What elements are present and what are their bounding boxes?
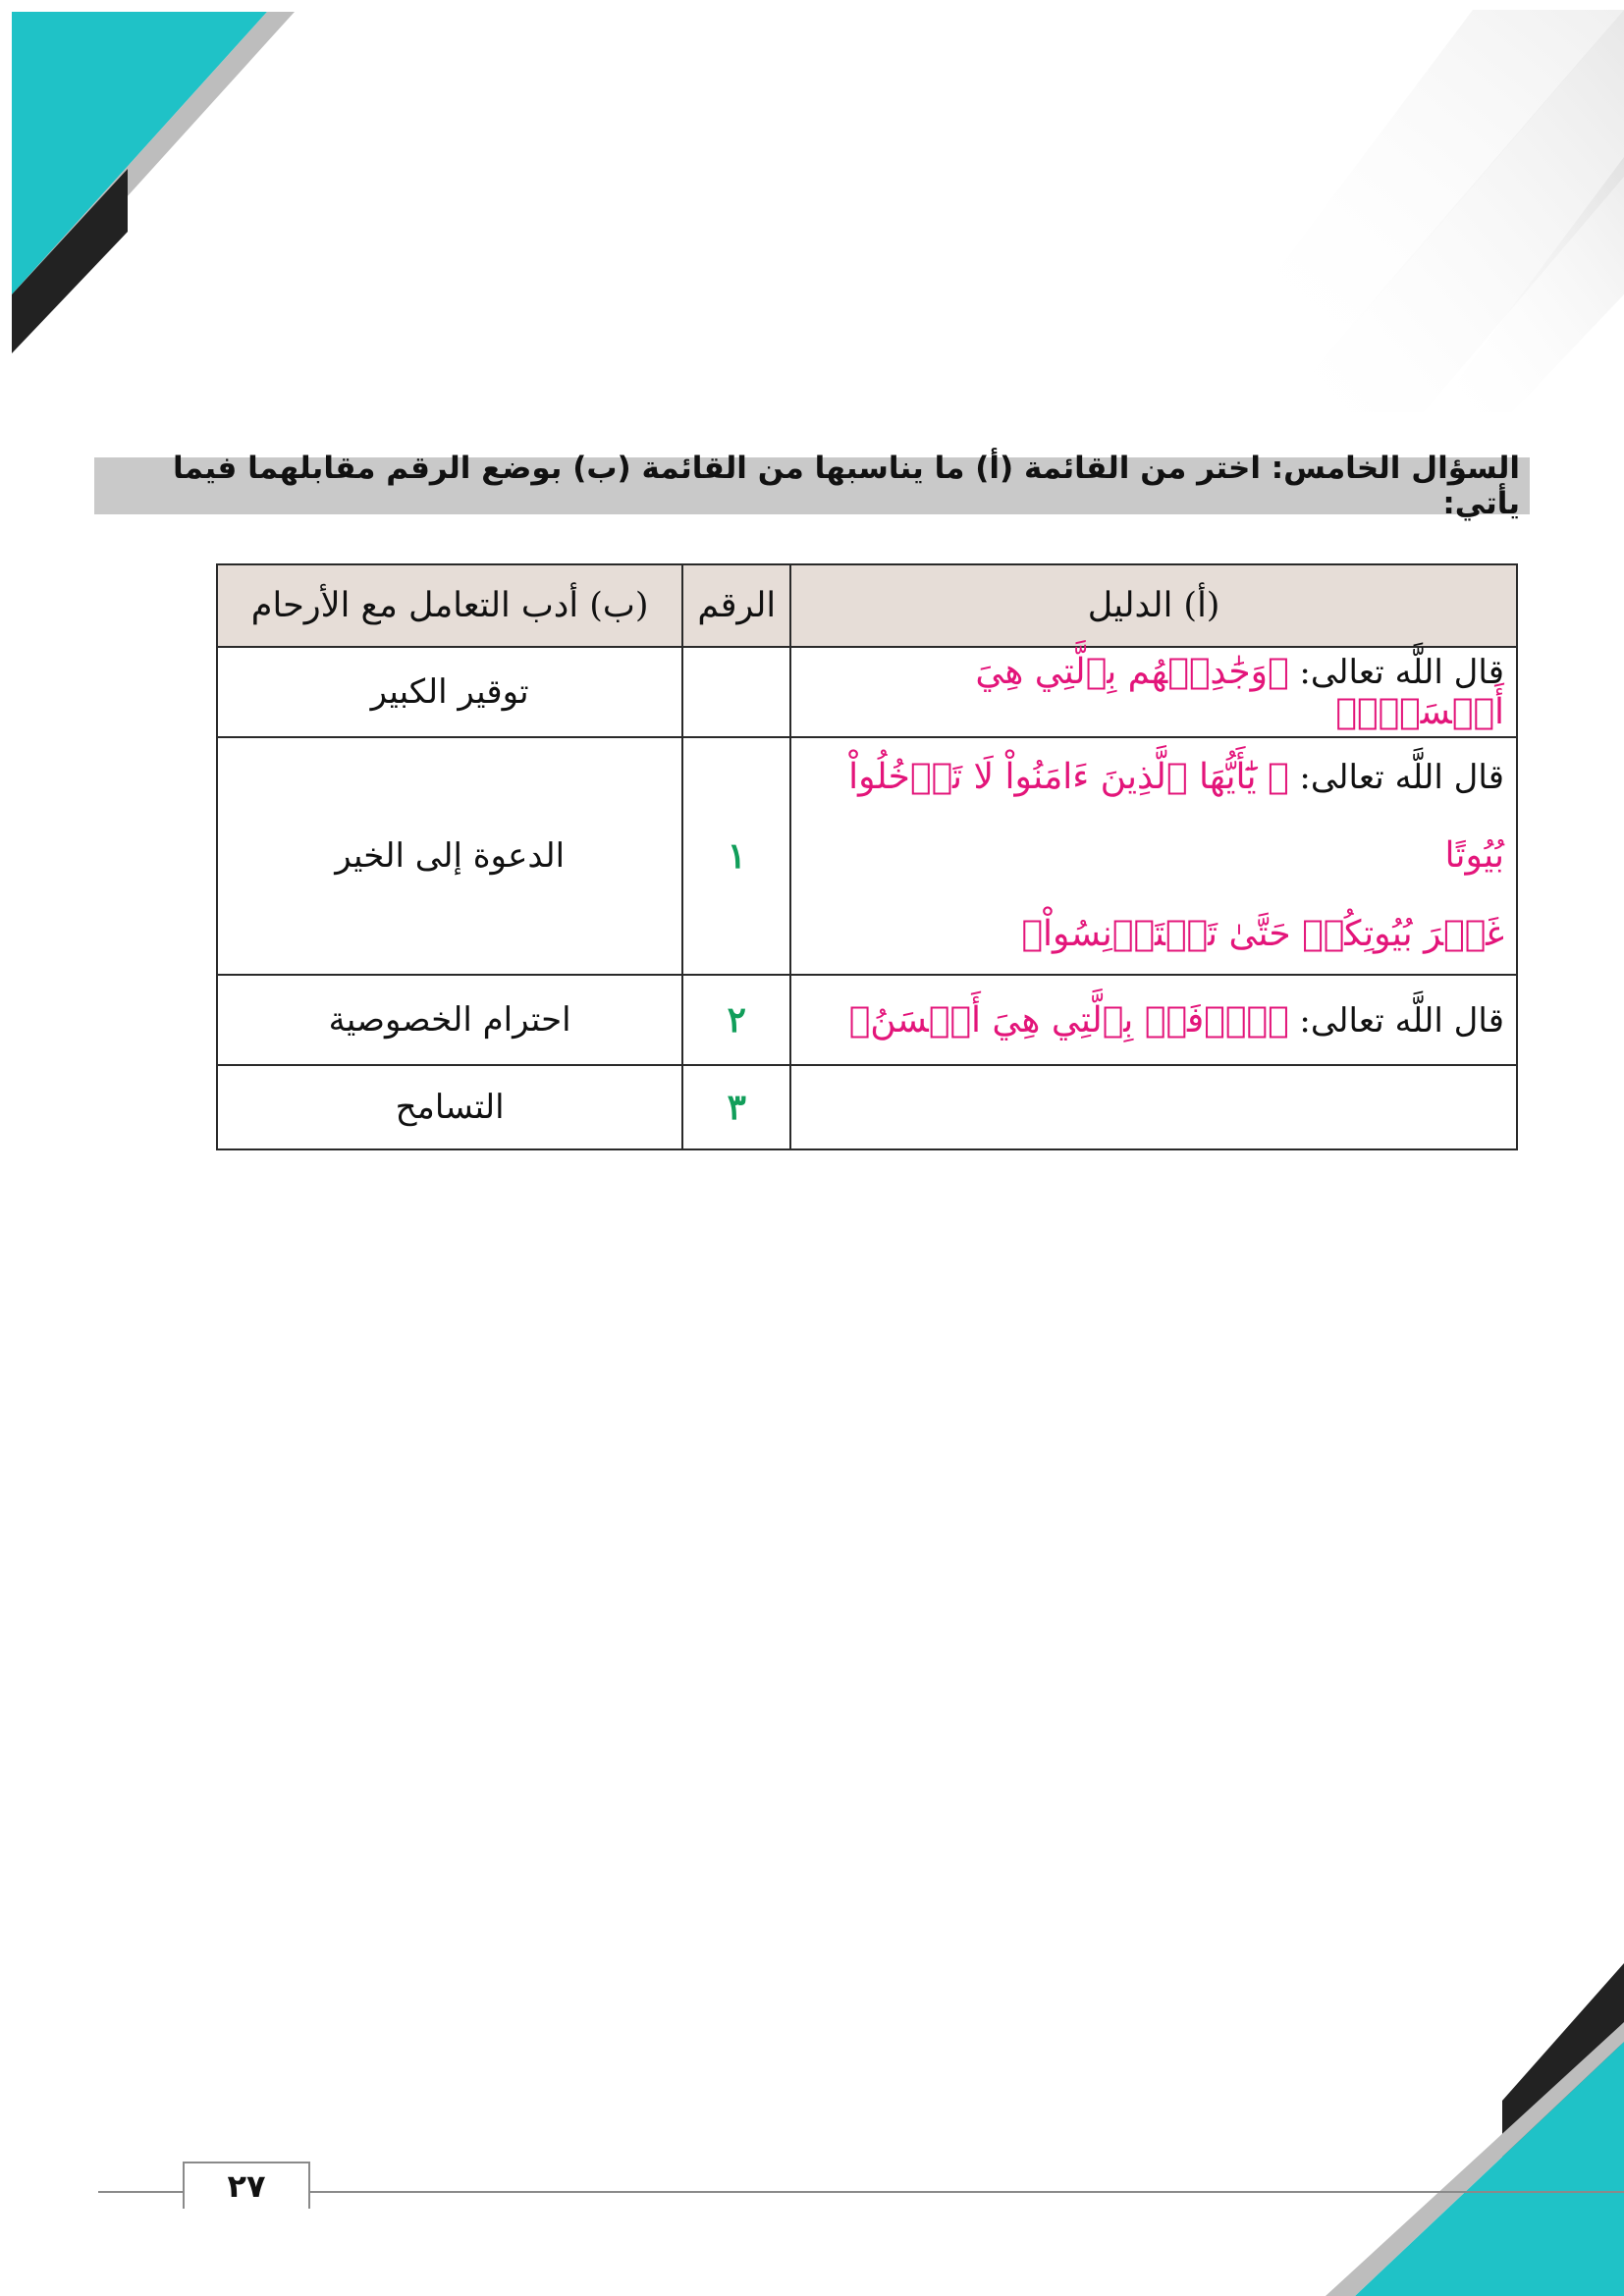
evidence-prefix: قال اللَّه تعالى: — [1299, 653, 1504, 692]
top-left-corner-decoration — [12, 12, 295, 353]
table-row — [217, 647, 1517, 737]
evidence-cell — [790, 737, 1517, 975]
matching-table — [216, 563, 1518, 1150]
evidence-prefix: قال اللَّه تعالى: — [1299, 758, 1504, 797]
number-cell[interactable] — [682, 647, 790, 737]
page-number-text: ٢٧ — [227, 2167, 266, 2205]
table-row — [217, 1065, 1517, 1149]
header-etiquette: (ب) أدب التعامل مع الأرحام — [217, 564, 682, 647]
evidence-prefix: قال اللَّه تعالى: — [1299, 1000, 1504, 1041]
number-cell[interactable]: ٣ — [682, 1065, 790, 1149]
number-cell[interactable]: ١ — [682, 737, 790, 975]
page-number — [183, 2162, 310, 2209]
evidence-cell — [790, 975, 1517, 1065]
question-text: السؤال الخامس: اختر من القائمة (أ) ما يناسبها من القائمة (ب) بوضع الرقم مقابلهما فيما يأتي: — [172, 451, 1520, 521]
verse-text: ﴿وَجَٰدِلۡهُم بِٱلَّتِي هِيَ أَحۡسَنُۚ﴾ — [975, 652, 1504, 732]
bottom-right-corner-decoration — [1326, 1963, 1624, 2296]
top-right-grey-stripes — [1237, 10, 1624, 412]
verse-text: ﴿ٱدۡفَعۡ بِٱلَّتِي هِيَ أَحۡسَنُ﴾ — [848, 999, 1289, 1041]
etiquette-cell: احترام الخصوصية — [217, 975, 682, 1065]
table-header-row — [217, 564, 1517, 647]
table-row — [217, 975, 1517, 1065]
evidence-cell-empty[interactable] — [790, 1065, 1517, 1149]
header-number: الرقم — [682, 564, 790, 647]
etiquette-cell: التسامح — [217, 1065, 682, 1149]
etiquette-cell: الدعوة إلى الخير — [217, 737, 682, 975]
evidence-cell — [790, 647, 1517, 737]
verse-text-line-1: ﴿ يَٰٓأَيُّهَا ٱلَّذِينَ ءَامَنُواْ لَا تَدۡخُلُواْ بُيُوتًا — [848, 757, 1504, 876]
etiquette-cell: توقير الكبير — [217, 647, 682, 737]
question-title — [94, 451, 1530, 521]
verse-text-line-2: غَيۡرَ بُيُوتِكُمۡ حَتَّىٰ تَسۡتَأۡنِسُواْ﴾ — [1021, 914, 1504, 954]
table-row — [217, 737, 1517, 975]
header-evidence: (أ) الدليل — [790, 564, 1517, 647]
number-cell[interactable]: ٢ — [682, 975, 790, 1065]
